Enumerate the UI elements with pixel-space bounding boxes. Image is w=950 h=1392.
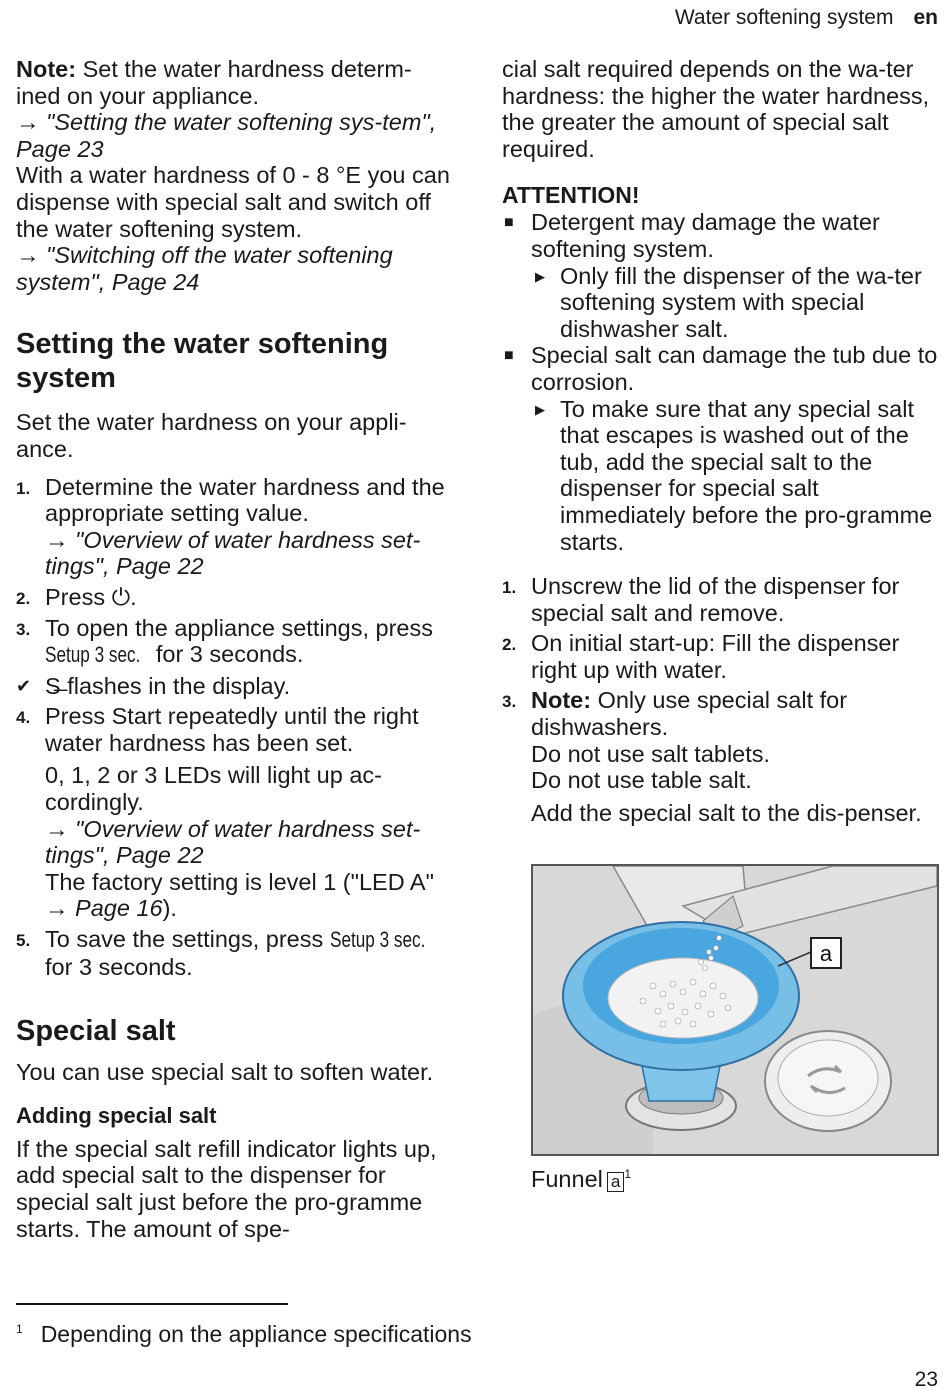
salt-tablets-warning: Do not use salt tablets.	[531, 740, 771, 767]
step-number: 5.	[16, 931, 31, 951]
salt-step-1	[502, 573, 942, 626]
step-text	[45, 703, 456, 756]
add-salt-text: Add the special salt to the dis-penser.	[531, 799, 922, 826]
action-text: To make sure that any special salt that escapes is washed out of the tub, add the special salt to the dispenser for special salt immediately before the pro-gramme starts.	[560, 395, 933, 555]
heading-adding-special-salt: Adding special salt	[16, 1102, 217, 1128]
step-text-part: Only use special salt for dishwashers.	[531, 687, 848, 741]
salt-step-2	[502, 630, 942, 683]
setup-key-label: Setup 3 sec.	[45, 642, 141, 668]
step-text: Press ⏻.	[45, 583, 137, 610]
bullet-action-2	[531, 396, 942, 556]
attention-bullet-2	[502, 342, 942, 555]
factory-setting-text	[45, 869, 456, 922]
bullet-action-1	[531, 263, 942, 343]
setting-step-2	[16, 584, 456, 611]
setting-step-3	[16, 615, 456, 669]
setting-intro: Set the water hardness on your appli-ance.	[16, 409, 407, 462]
adding-text: If the special salt refill indicator lights up, add special salt to the dispenser for special salt just before the pro-gramme starts. The amount of spe-	[16, 1135, 437, 1242]
setting-result	[16, 673, 456, 700]
step-text-part: for 3 seconds.	[149, 641, 304, 668]
caption-callout-box: a	[607, 1172, 624, 1192]
square-bullet-icon: ■	[504, 347, 514, 365]
page-ref[interactable]: → Page 16	[45, 895, 163, 922]
step-text	[45, 615, 456, 669]
arrow-bullet-icon: ▶	[535, 268, 545, 284]
setting-step-5	[16, 926, 456, 980]
funnel-drawing	[533, 866, 937, 1154]
table-salt-warning: Do not use table salt.	[531, 767, 752, 794]
step-ref[interactable]: → "Overview of water hardness set-tings", Page 22	[45, 815, 421, 869]
setup-key-label: Setup 3 sec.	[329, 927, 426, 953]
right-column	[502, 56, 942, 826]
setting-step-4	[16, 703, 456, 922]
step-text	[531, 687, 942, 740]
figure-callout-label: a	[819, 941, 833, 966]
header-section-title: Water softening system	[674, 6, 894, 29]
heading-setting-water-softening: Setting the water softening system	[16, 328, 389, 395]
page-number: 23	[914, 1368, 938, 1391]
step-text-part: To save the settings, press	[45, 926, 330, 953]
step-number: 2.	[502, 635, 517, 655]
heading-special-salt: Special salt	[16, 1015, 176, 1048]
step-number: 3.	[502, 692, 517, 712]
footnote-text: Depending on the appliance specifications	[40, 1321, 472, 1347]
step-number: 1.	[16, 478, 31, 498]
note-label: Note:	[16, 56, 77, 82]
arrow-bullet-icon: ▶	[535, 401, 545, 417]
step-text-part: for 3 seconds.	[45, 953, 193, 980]
step-number: 4.	[16, 708, 31, 728]
left-column	[16, 56, 456, 1242]
attention-heading: ATTENTION!	[502, 182, 640, 209]
note-ref-switching-off[interactable]: → "Switching off the water softening system", Page 24	[16, 242, 393, 295]
square-bullet-icon: ■	[504, 214, 514, 232]
step-ref[interactable]: → "Overview of water hardness set-tings", Page 22	[45, 526, 421, 580]
caption-text: Funnel	[531, 1166, 603, 1192]
step-text-part: repeatedly until the right water hardness has been set.	[45, 703, 419, 756]
step-text-leds: 0, 1, 2 or 3 LEDs will light up ac-cordingly.	[45, 762, 382, 816]
bullet-text: Detergent may damage the water softening system.	[531, 209, 880, 262]
note-ref-setting[interactable]: → "Setting the water softening sys-tem", Page 23	[16, 109, 437, 162]
footnote	[16, 1321, 472, 1348]
step-number: 1.	[502, 578, 517, 598]
result-text: S̶ flashes in the display.	[45, 672, 291, 699]
header-language: en	[913, 6, 938, 29]
step-text: Determine the water hardness and the appropriate setting value.	[45, 473, 445, 527]
step-text: On initial start-up: Fill the dispenser right up with water.	[531, 630, 900, 683]
step-text-part: To open the appliance settings, press	[45, 614, 434, 641]
salt-amount-text: cial salt required depends on the wa-ter hardness: the higher the water hardness, the greater the amount of special salt required.	[502, 56, 930, 162]
bullet-text: Special salt can damage the tub due to corrosion.	[531, 342, 938, 395]
start-key-label: Start	[111, 703, 162, 730]
footnote-mark: 1	[16, 1322, 23, 1337]
step-text: Unscrew the lid of the dispenser for special salt and remove.	[531, 573, 900, 626]
running-header	[675, 6, 938, 30]
note-paragraph	[16, 56, 456, 109]
action-text: Only fill the dispenser of the wa-ter softening system with special dishwasher salt.	[560, 262, 922, 342]
step-text-part: ).	[162, 895, 177, 922]
salt-intro: You can use special salt to soften water.	[16, 1059, 434, 1086]
figure-caption	[531, 1166, 631, 1193]
check-icon: ✔	[16, 675, 32, 696]
note-text-hardness: With a water hardness of 0 - 8 °E you can dispense with special salt and switch off the water softening system.	[16, 162, 450, 242]
note-text: Set the water hardness determ-ined on your appliance.	[16, 56, 412, 109]
step-number: 3.	[16, 619, 31, 639]
footnote-reference[interactable]: 1	[624, 1167, 632, 1182]
funnel-illustration	[531, 864, 939, 1156]
footnote-separator	[16, 1303, 288, 1305]
salt-step-3	[502, 687, 942, 826]
step-text	[45, 926, 456, 980]
note-label: Note:	[531, 687, 592, 714]
attention-bullet-1	[502, 209, 942, 342]
setting-step-1	[16, 474, 456, 580]
step-text-part: The factory setting is level 1 ("LED A"	[45, 868, 434, 895]
step-number: 2.	[16, 588, 31, 608]
step-text-part: Press	[45, 703, 112, 730]
